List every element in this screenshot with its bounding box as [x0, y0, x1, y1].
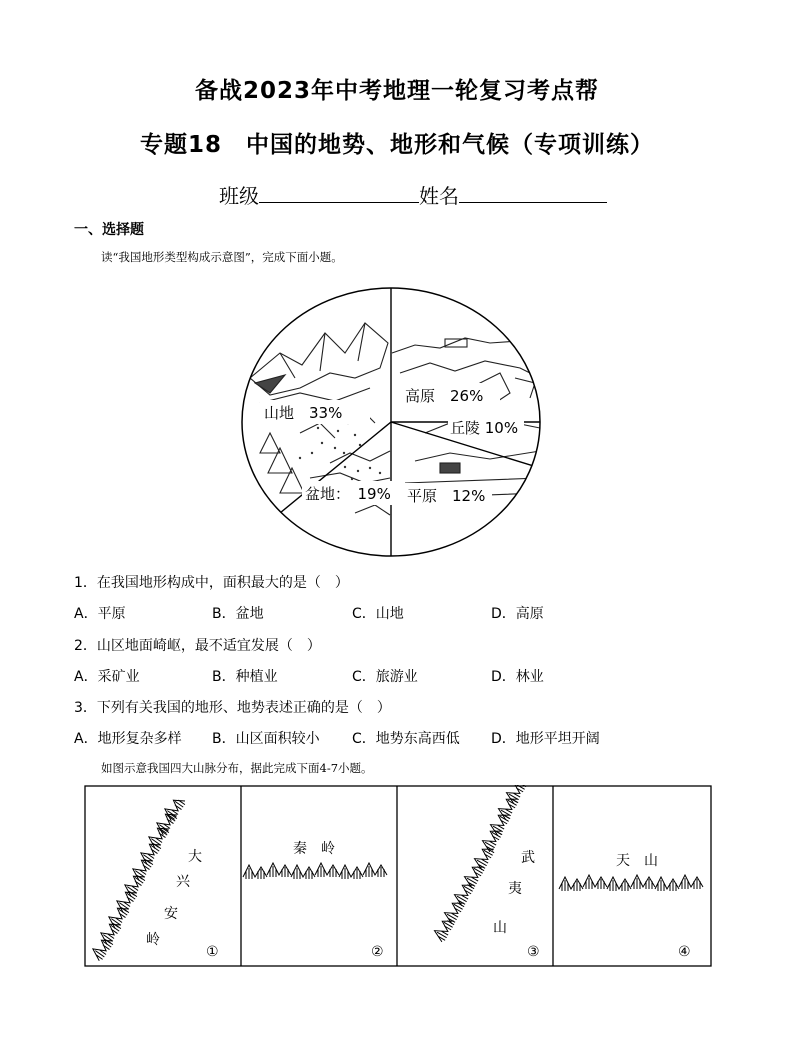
q2-option-a[interactable]: A．采矿业 — [74, 669, 140, 685]
qinling-label: 秦 岭 — [293, 841, 335, 857]
intro-text-1: 读“我国地形类型构成示意图”，完成下面小题。 — [101, 250, 343, 264]
svg-text:兴: 兴 — [176, 874, 190, 890]
class-label: 班级 — [219, 184, 259, 208]
label-plateau: 高原 26% — [405, 387, 484, 405]
question-1-stem: 1．在我国地形构成中，面积最大的是（ ） — [74, 575, 349, 591]
page-subtitle: 专题18 中国的地势、地形和气候（专项训练） — [139, 132, 654, 158]
q3-option-a[interactable]: A．地形复杂多样 — [74, 731, 182, 747]
panel-1-number: ① — [206, 944, 219, 960]
q1-option-c[interactable]: C．山地 — [352, 606, 404, 622]
class-name-line — [219, 180, 607, 209]
intro-text-2: 如图示意我国四大山脉分布，据此完成下面4-7小题。 — [101, 761, 373, 775]
panel-4-number: ④ — [678, 944, 691, 960]
wuyishan-label — [493, 850, 535, 936]
label-hills: 丘陵 10% — [450, 419, 519, 437]
daxinganling-peaks — [89, 794, 186, 962]
class-blank[interactable] — [259, 182, 419, 203]
q1-option-d[interactable]: D．高原 — [491, 606, 544, 622]
mountain-ranges-figure — [84, 785, 712, 967]
label-plain: 平原 12% — [407, 487, 486, 505]
svg-text:武: 武 — [521, 850, 535, 866]
daxinganling-label — [146, 848, 202, 948]
question-3-stem: 3．下列有关我国的地形、地势表述正确的是（ ） — [74, 700, 391, 716]
svg-text:夷: 夷 — [508, 881, 522, 897]
question-2-stem: 2．山区地面崎岖，最不适宜发展（ ） — [74, 638, 321, 654]
q1-option-a[interactable]: A．平原 — [74, 606, 126, 622]
terrain-pie-diagram — [240, 283, 550, 558]
name-label: 姓名 — [419, 184, 459, 208]
wuyishan-peaks — [432, 785, 528, 943]
q3-option-d[interactable]: D．地形平坦开阔 — [491, 731, 600, 747]
panel-2-number: ② — [371, 944, 384, 960]
svg-text:安: 安 — [164, 906, 178, 922]
tianshan-label: 天 山 — [616, 853, 658, 869]
panel-3-number: ③ — [527, 944, 540, 960]
q2-option-d[interactable]: D．林业 — [491, 669, 544, 685]
section-heading: 一、选择题 — [74, 222, 144, 238]
q3-option-c[interactable]: C．地势东高西低 — [352, 731, 460, 747]
label-basin: 盆地： 19% — [305, 485, 391, 503]
qinling-peaks — [243, 863, 387, 879]
label-mountain: 山地 33% — [264, 404, 343, 422]
q2-option-c[interactable]: C．旅游业 — [352, 669, 418, 685]
page-title: 备战2023年中考地理一轮复习考点帮 — [194, 78, 599, 104]
svg-text:大: 大 — [188, 849, 202, 865]
name-blank[interactable] — [459, 182, 607, 203]
svg-text:山: 山 — [493, 920, 507, 936]
tianshan-peaks — [559, 875, 703, 891]
svg-text:岭: 岭 — [146, 932, 160, 948]
q3-option-b[interactable]: B．山区面积较小 — [212, 731, 320, 747]
q2-option-b[interactable]: B．种植业 — [212, 669, 278, 685]
q1-option-b[interactable]: B．盆地 — [212, 606, 264, 622]
